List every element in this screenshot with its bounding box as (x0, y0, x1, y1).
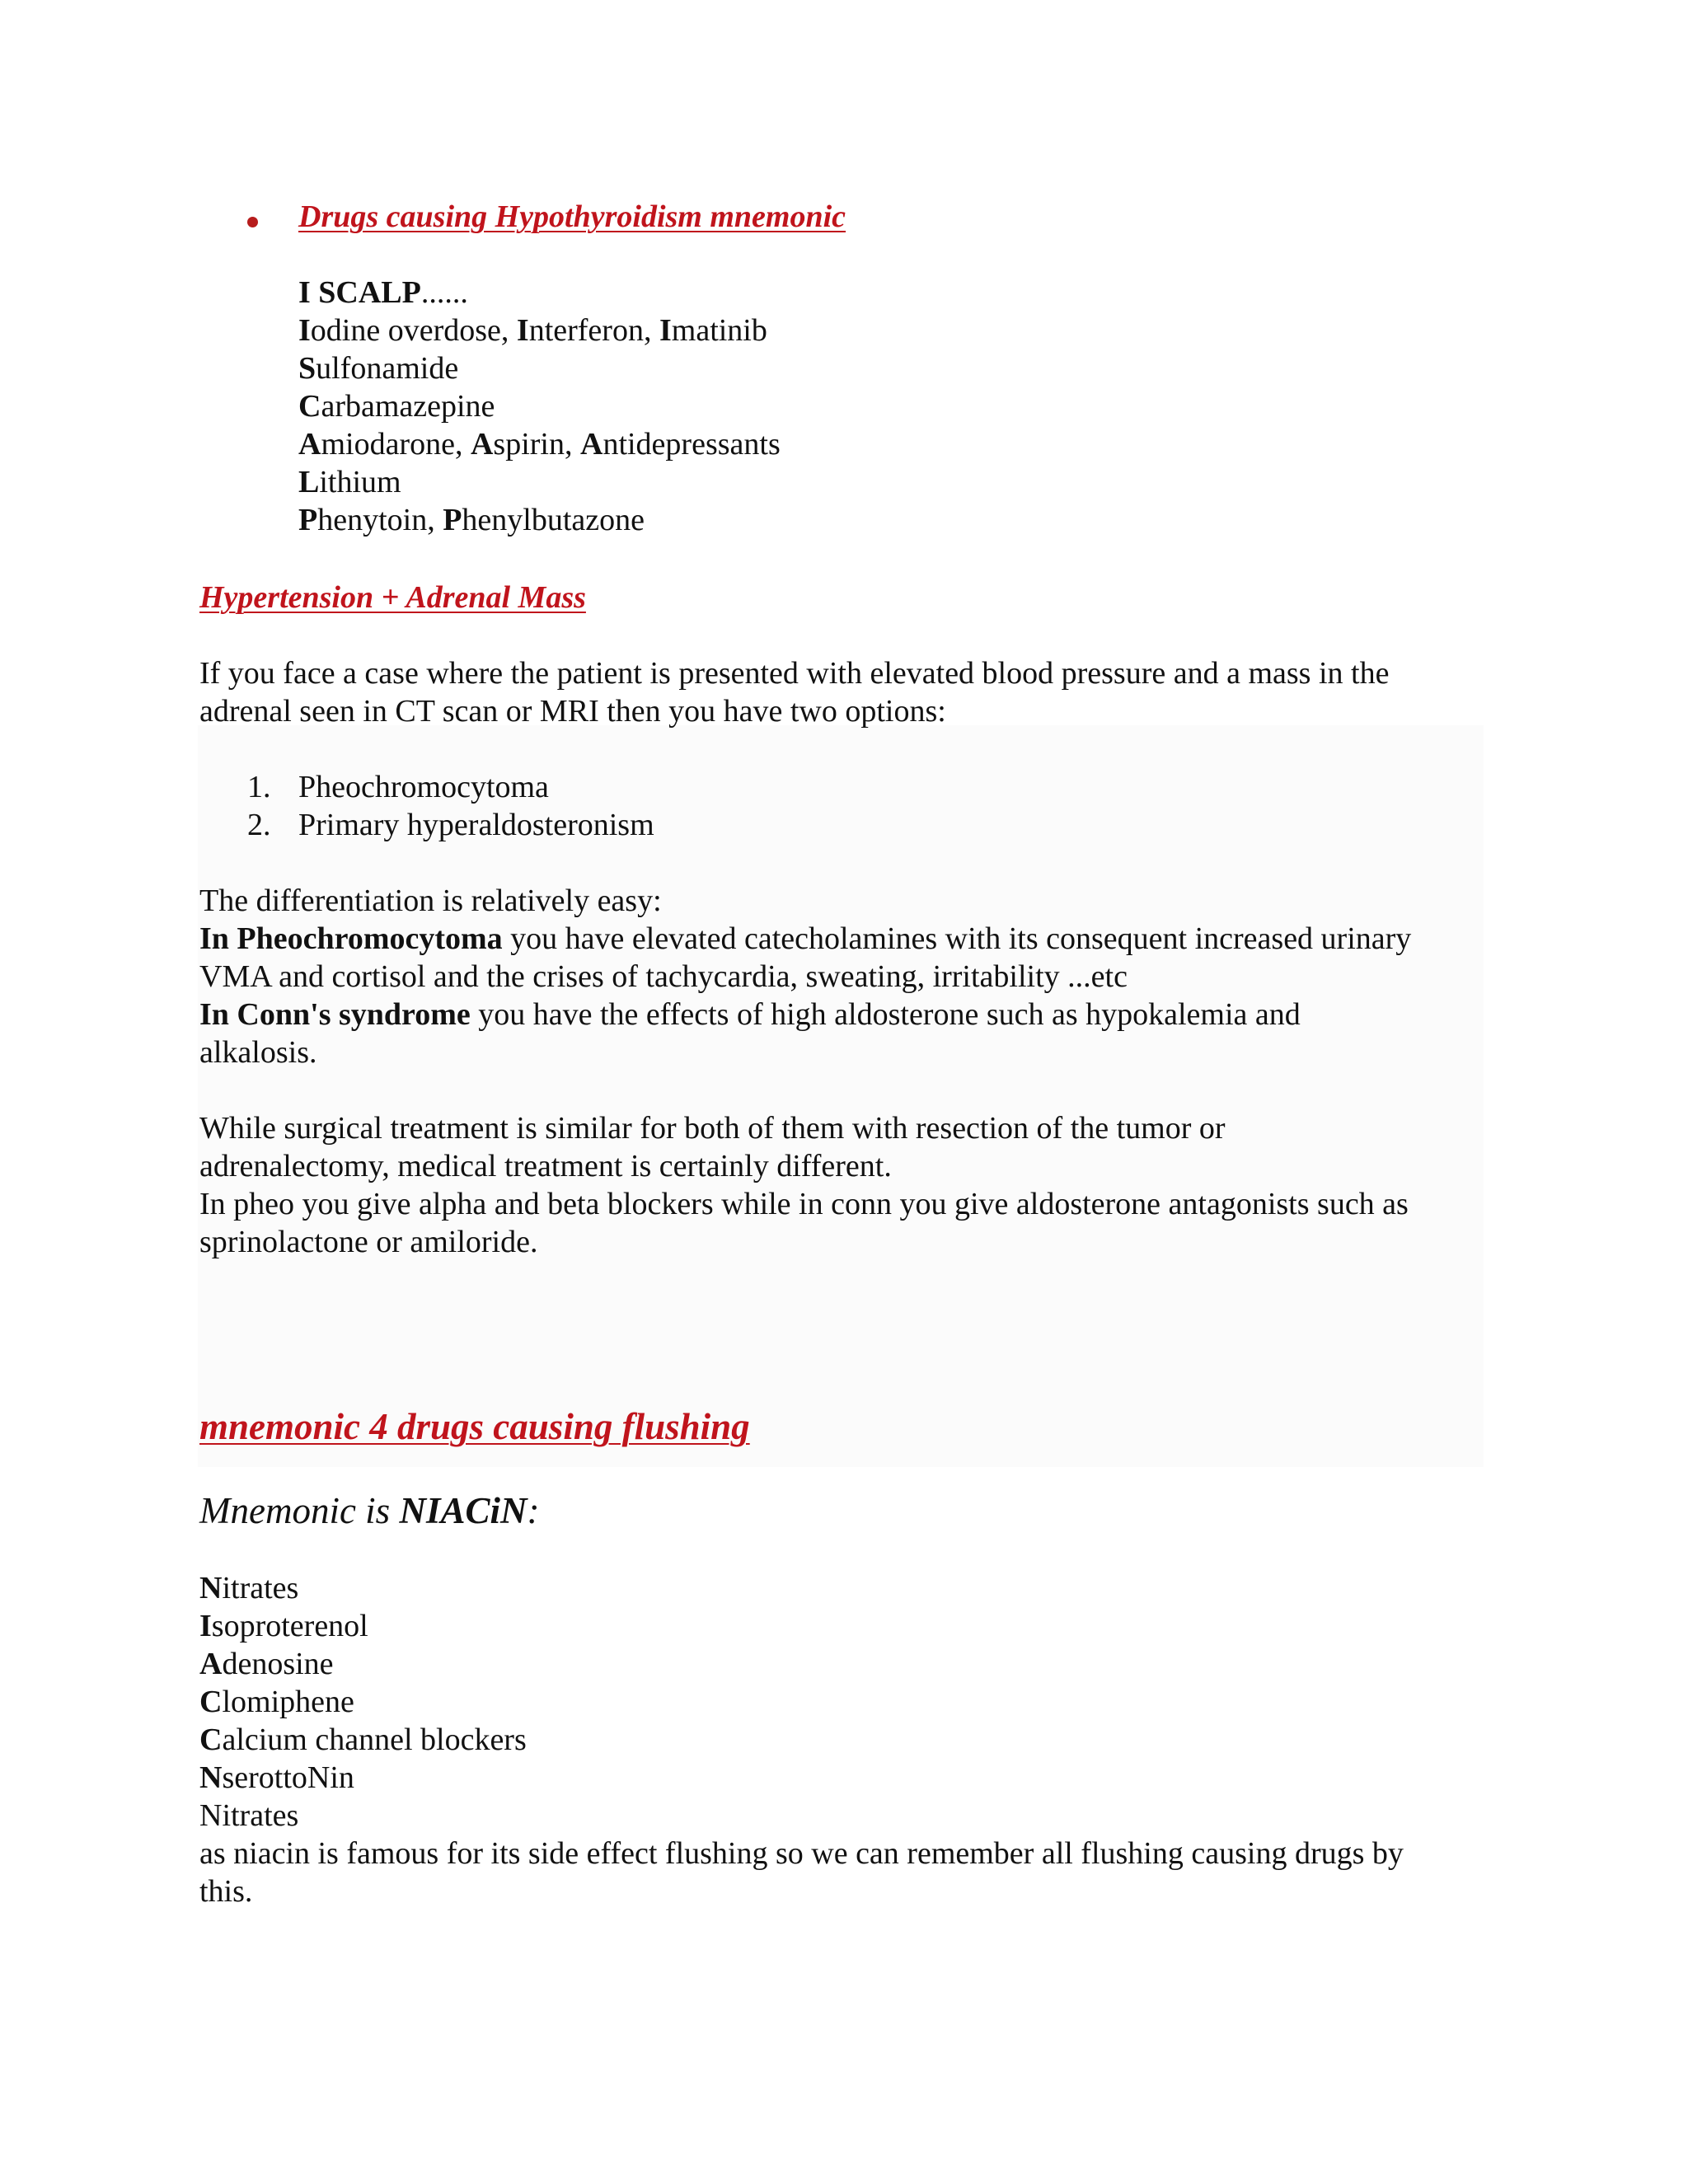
conn-bold: In Conn's syndrome (199, 997, 471, 1032)
section-heading-adrenal (199, 579, 586, 616)
rest: miodarone, (321, 427, 471, 462)
pheo-line-2: VMA and cortisol and the crises of tachycardia, sweating, irritability ...etc (199, 959, 1128, 994)
mnemonic-line-3 (298, 387, 495, 425)
pheo-line-1 (199, 920, 1411, 958)
initial: P (298, 503, 318, 537)
mnemonic-word: NIACiN (399, 1490, 528, 1531)
bullet-icon (247, 217, 258, 227)
rest: itrates (222, 1571, 299, 1605)
initial: A (579, 427, 603, 462)
rest: ntidepressants (603, 427, 781, 462)
intro-line-1: If you face a case where the patient is presented with elevated blood pressure and a mass in the (199, 656, 1390, 691)
initial: P (443, 503, 462, 537)
initial: S (298, 351, 316, 386)
treatment-line-2: adrenalectomy, medical treatment is certainly different. (199, 1149, 892, 1183)
heading-text: mnemonic 4 drugs causing flushing (199, 1406, 750, 1447)
pheo-text: you have elevated catecholamines with its consequent increased urinary (502, 921, 1412, 956)
section-heading-flushing (199, 1404, 750, 1449)
mnemonic-line-5 (298, 463, 401, 501)
flushing-item-4 (199, 1683, 354, 1721)
initial: I (516, 313, 529, 348)
initial: A (298, 427, 321, 462)
rest: odine overdose, (310, 313, 517, 348)
conn-line-2: alkalosis. (199, 1035, 317, 1070)
rest: henylbutazone (462, 503, 645, 537)
rest: lomiphene (222, 1685, 354, 1719)
flushing-item-2 (199, 1607, 368, 1645)
mnemonic-colon: : (527, 1490, 540, 1531)
initial: I (298, 313, 311, 348)
flushing-item-1 (199, 1569, 298, 1607)
treatment-line-4: sprinolactone or amiloride. (199, 1225, 538, 1259)
conn-text: you have the effects of high aldosterone such as hypokalemia and (470, 997, 1301, 1032)
pheo-bold: In Pheochromocytoma (199, 921, 503, 956)
initial: C (199, 1685, 223, 1719)
mnemonic-title-bold: I SCALP (298, 275, 421, 310)
conn-line-1 (199, 996, 1301, 1033)
rest: arbamazepine (321, 389, 495, 424)
option-item-2 (247, 806, 654, 844)
flushing-item-3 (199, 1645, 334, 1683)
option-item-1 (247, 768, 549, 806)
rest: matinib (671, 313, 767, 348)
rest: spirin, (493, 427, 580, 462)
initial: C (199, 1722, 223, 1757)
initial: A (470, 427, 494, 462)
flushing-mnemonic (199, 1488, 540, 1533)
rest: henytoin, (317, 503, 443, 537)
flushing-item-5 (199, 1721, 527, 1759)
mnemonic-line-4 (298, 425, 781, 463)
closing-line-2: this. (199, 1874, 253, 1909)
mnemonic-line-6 (298, 501, 645, 539)
option-number: 2. (247, 808, 271, 842)
option-text: Pheochromocytoma (298, 770, 549, 804)
closing-line-1: as niacin is famous for its side effect flushing so we can remember all flushing causing drugs by (199, 1836, 1404, 1871)
initial: C (298, 389, 321, 424)
rest: ithium (319, 465, 401, 499)
initial: N (199, 1571, 223, 1605)
section-heading-hypothyroidism (298, 198, 846, 236)
mnemonic-title (298, 274, 468, 312)
rest: nterferon, (528, 313, 659, 348)
heading-text: Hypertension + Adrenal Mass (199, 580, 586, 615)
initial: N (199, 1760, 223, 1795)
rest: denosine (222, 1647, 334, 1681)
mnemonic-line-2 (298, 349, 458, 387)
initial: L (298, 465, 320, 499)
heading-text: Drugs causing Hypothyroidism mnemonic (298, 199, 846, 234)
rest: ulfonamide (316, 351, 459, 386)
mnemonic-line-1 (298, 312, 767, 349)
mnemonic-title-suffix: ...... (420, 275, 468, 310)
mnemonic-prefix: Mnemonic is (199, 1490, 400, 1531)
rest: soproterenol (211, 1609, 368, 1643)
option-number: 1. (247, 770, 271, 804)
treatment-line-3: In pheo you give alpha and beta blockers while in conn you give aldosterone antagonists such as (199, 1187, 1409, 1221)
intro-line-2: adrenal seen in CT scan or MRI then you have two options: (199, 694, 946, 729)
flushing-extra-line: Nitrates (199, 1798, 299, 1833)
diff-intro: The differentiation is relatively easy: (199, 883, 662, 918)
rest: alcium channel blockers (222, 1722, 527, 1757)
initial: A (199, 1647, 223, 1681)
initial: I (199, 1609, 212, 1643)
treatment-line-1: While surgical treatment is similar for both of them with resection of the tumor or (199, 1111, 1226, 1146)
option-text: Primary hyperaldosteronism (298, 808, 654, 842)
initial: I (659, 313, 672, 348)
rest: serottoNin (222, 1760, 354, 1795)
flushing-item-6 (199, 1759, 354, 1797)
